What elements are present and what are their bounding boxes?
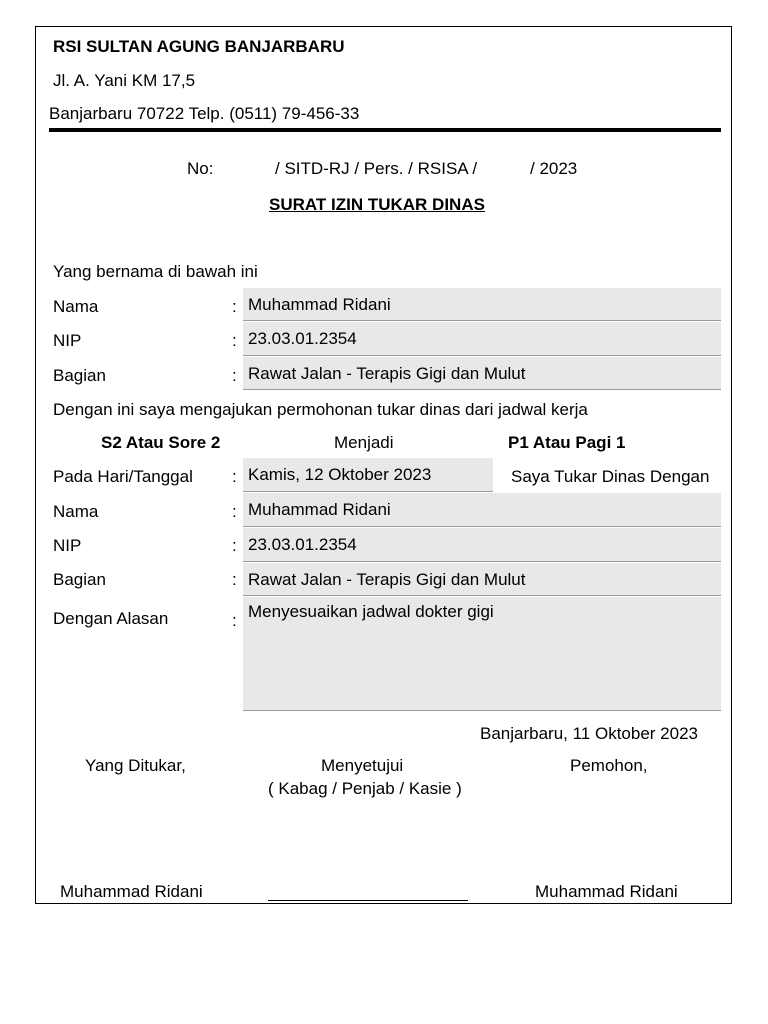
applicant-nip-field[interactable] — [243, 322, 721, 356]
date-field[interactable] — [243, 458, 493, 492]
applicant-name-value: Muhammad Ridani — [248, 295, 391, 314]
substitute-name-value: Muhammad Ridani — [248, 500, 391, 519]
substitute-dept-field[interactable] — [243, 563, 721, 596]
applicant-name-label: Nama — [53, 297, 99, 316]
colon: : — [232, 536, 237, 555]
colon: : — [232, 570, 237, 589]
request-statement: Dengan ini saya mengajukan permohonan tukar dinas dari jadwal kerja — [53, 400, 588, 419]
applicant-nip-value: 23.03.01.2354 — [248, 329, 357, 348]
date-value: Kamis, 12 Oktober 2023 — [248, 465, 432, 484]
center-signatory-title: Menyetujui — [321, 756, 404, 775]
colon: : — [232, 502, 237, 521]
substitute-dept-label: Bagian — [53, 570, 106, 589]
center-signatory-subtitle: ( Kabag / Penjab / Kasie ) — [268, 779, 462, 798]
colon: : — [232, 331, 237, 350]
colon: : — [232, 611, 237, 630]
left-signatory-name: Muhammad Ridani — [60, 882, 203, 901]
right-signatory-name: Muhammad Ridani — [535, 882, 678, 901]
to-shift: P1 Atau Pagi 1 — [508, 433, 626, 452]
swap-with-label: Saya Tukar Dinas Dengan — [511, 467, 710, 486]
colon: : — [232, 366, 237, 385]
substitute-nip-field[interactable] — [243, 528, 721, 562]
reason-value: Menyesuaikan jadwal dokter gigi — [248, 602, 494, 621]
address-line-1: Jl. A. Yani KM 17,5 — [53, 71, 196, 90]
date-label: Pada Hari/Tanggal — [53, 467, 193, 486]
applicant-dept-label: Bagian — [53, 366, 106, 385]
org-name: RSI SULTAN AGUNG BANJARBARU — [53, 37, 345, 56]
applicant-dept-value: Rawat Jalan - Terapis Gigi dan Mulut — [248, 364, 526, 383]
colon: : — [232, 297, 237, 316]
applicant-nip-label: NIP — [53, 331, 82, 350]
left-signatory-title: Yang Ditukar, — [85, 756, 186, 775]
place-date: Banjarbaru, 11 Oktober 2023 — [480, 724, 698, 743]
address-line-2: Banjarbaru 70722 Telp. (0511) 79-456-33 — [49, 104, 360, 123]
applicant-name-field[interactable] — [243, 288, 721, 321]
letter-number-year: / 2023 — [530, 159, 578, 178]
reason-label: Dengan Alasan — [53, 609, 169, 628]
letter-number-value: / SITD-RJ / Pers. / RSISA / — [275, 159, 478, 178]
reason-field[interactable] — [243, 597, 721, 711]
header-divider — [49, 128, 721, 132]
becomes-label: Menjadi — [334, 433, 394, 452]
substitute-name-label: Nama — [53, 502, 99, 521]
document-title: SURAT IZIN TUKAR DINAS — [269, 195, 485, 214]
applicant-dept-field[interactable] — [243, 357, 721, 390]
letter-number-label: No: — [187, 159, 214, 178]
from-shift: S2 Atau Sore 2 — [101, 433, 221, 452]
substitute-nip-label: NIP — [53, 536, 82, 555]
substitute-dept-value: Rawat Jalan - Terapis Gigi dan Mulut — [248, 570, 526, 589]
applicant-intro: Yang bernama di bawah ini — [53, 262, 258, 281]
center-signature-line — [268, 900, 468, 901]
substitute-nip-value: 23.03.01.2354 — [248, 535, 357, 554]
substitute-name-field[interactable] — [243, 493, 721, 527]
colon: : — [232, 467, 237, 486]
right-signatory-title: Pemohon, — [570, 756, 648, 775]
